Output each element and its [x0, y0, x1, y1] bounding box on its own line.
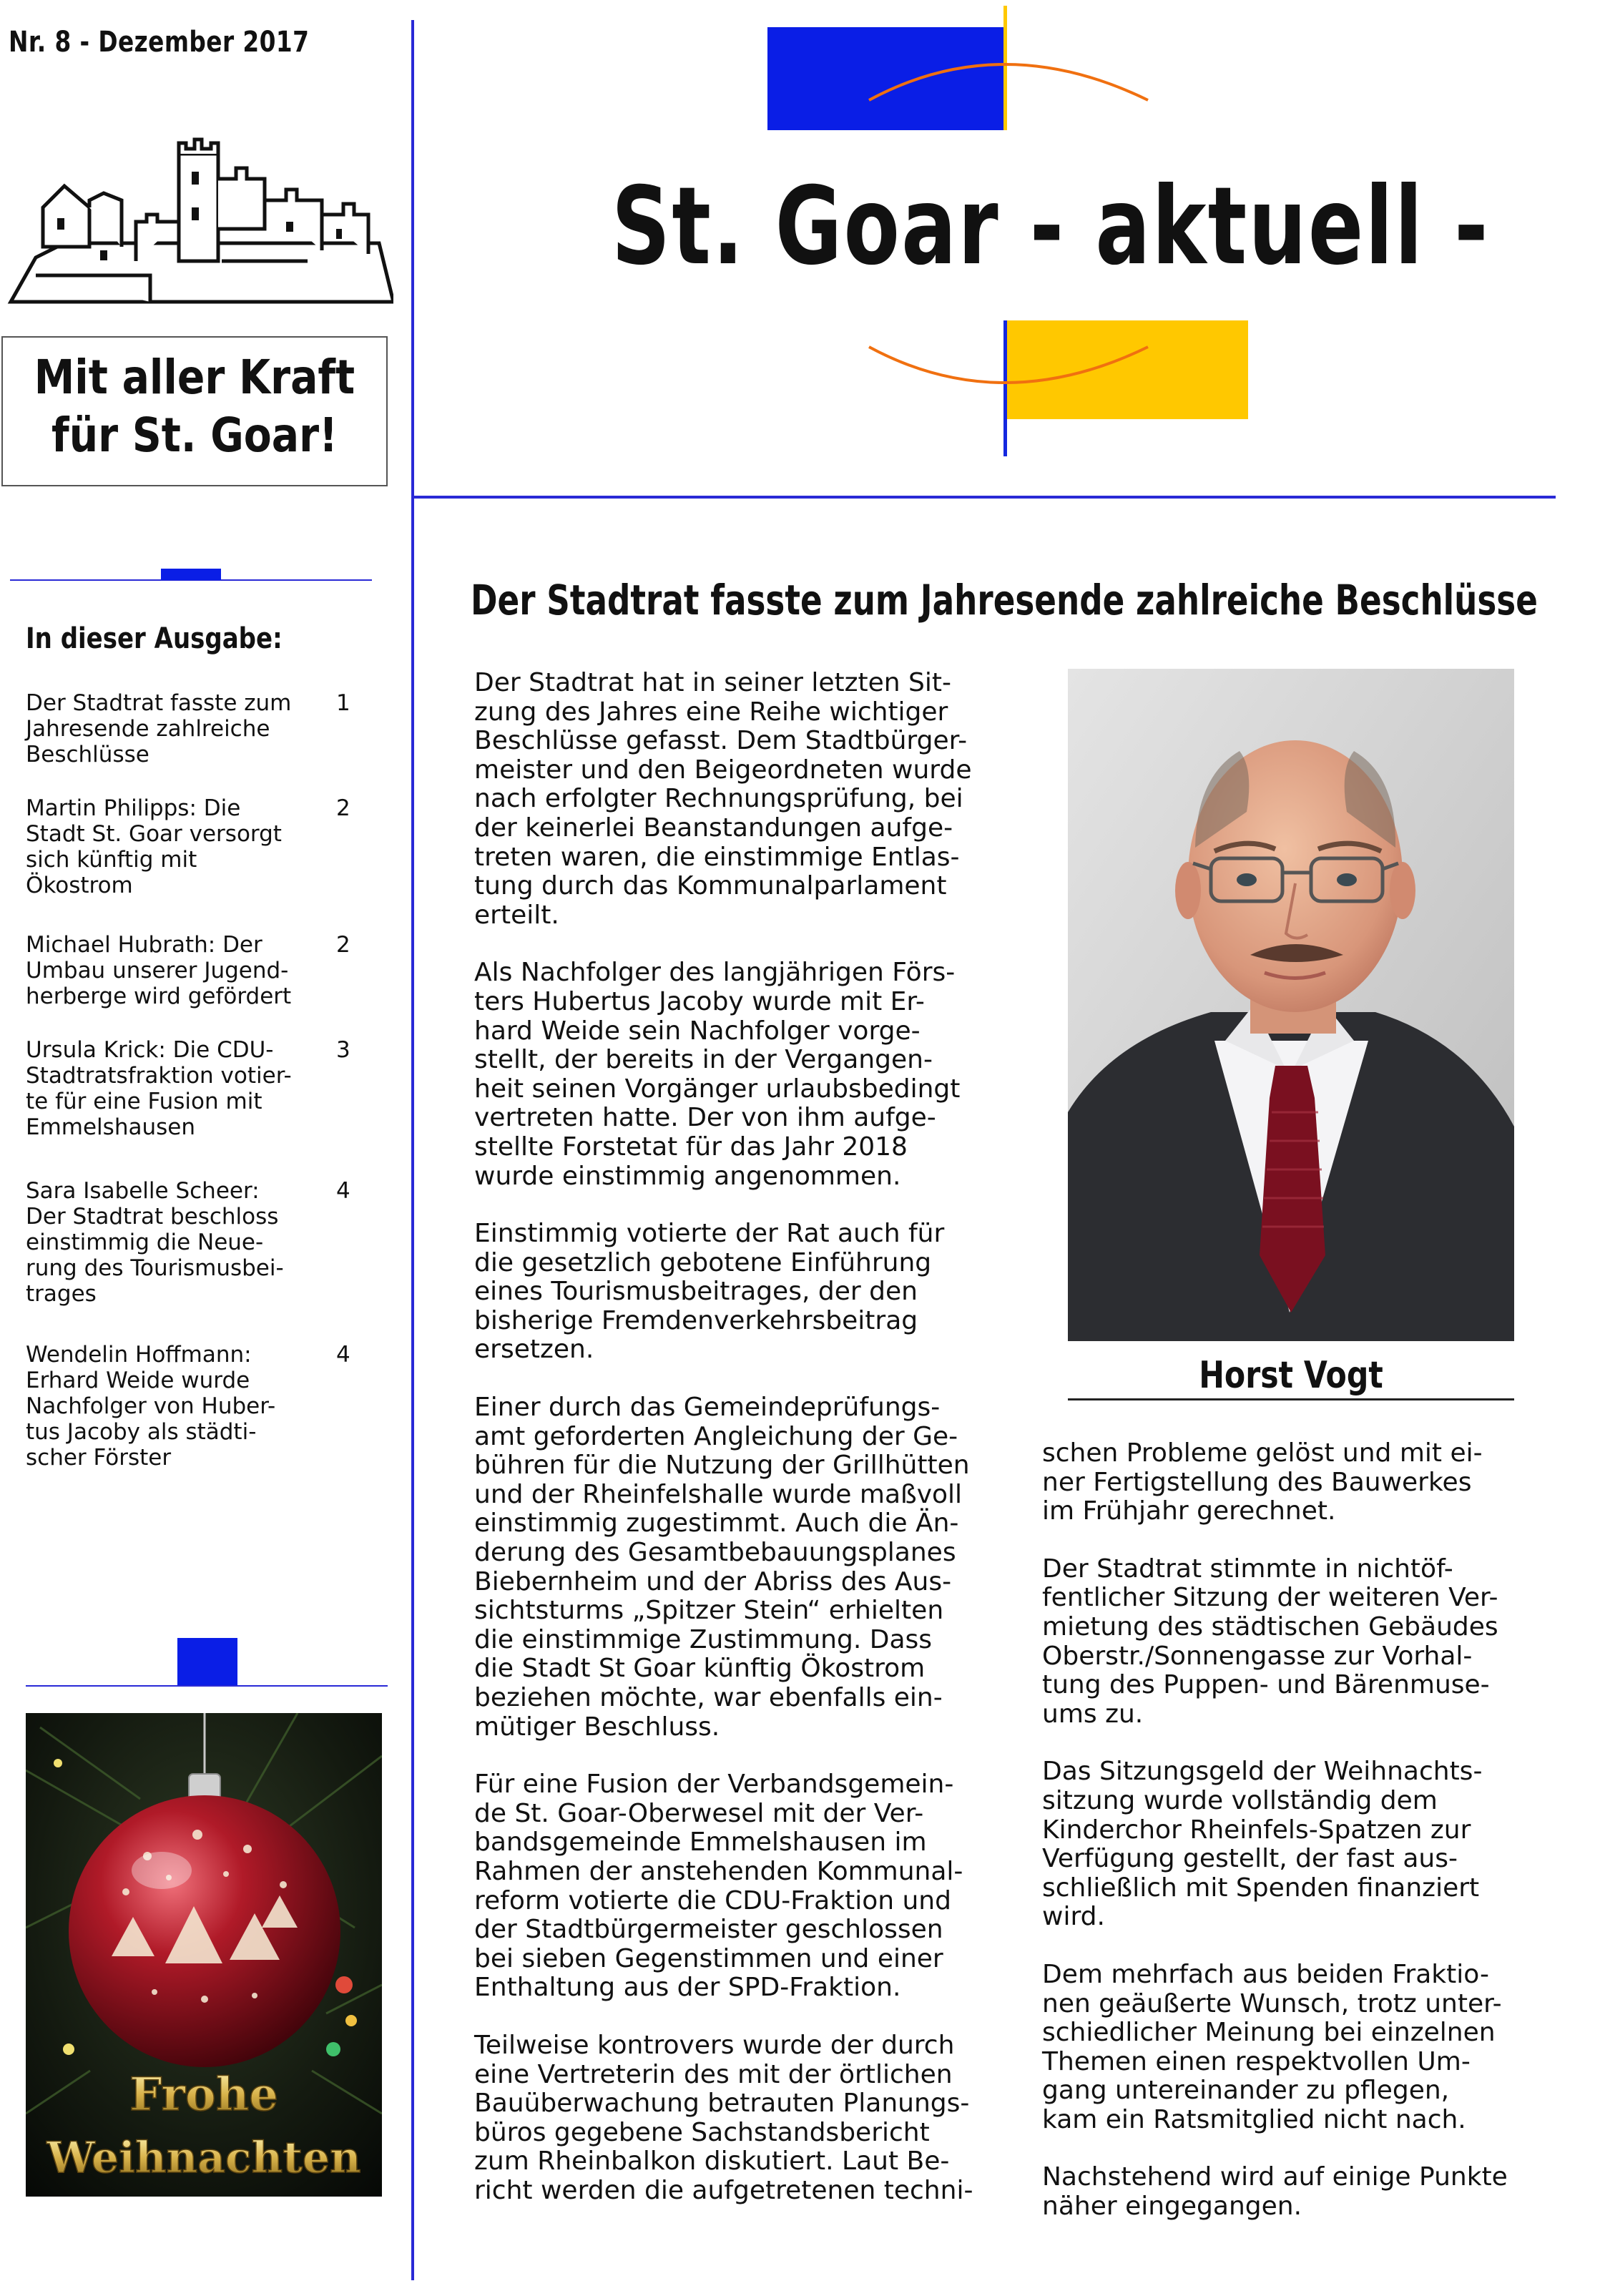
paragraph: Einer durch das Gemeindeprüfungs- amt geforderten Angleichung der Ge- bühren für die Nutzung der Grillhütten und der Rheinfelshalle wurde maßvoll einstimmig zugestimmt. Auch die Än- derung des Gesamtbebauungsplanes Biebernheim und der Abriss des Aus- sichtsturms „Spitzer Stein“ erhielten die einstimmige Zustimmung. Dass die Stadt St Goar künftig Ökostrom beziehen möchte, war ebenfalls ein- mütiger Beschluss.: [474, 1393, 970, 1742]
slogan-line-2: für St. Goar!: [51, 407, 338, 463]
article-headline: Der Stadtrat fasste zum Jahresende zahlreiche Beschlüsse: [471, 576, 1538, 624]
article-column-1: [474, 669, 1018, 2234]
toc-page-number: 2: [336, 932, 350, 958]
issue-label: Nr. 8 - Dezember 2017: [9, 26, 310, 59]
toc-heading: In dieser Ausgabe:: [26, 622, 283, 655]
xmas-line-1: Frohe: [129, 2068, 278, 2121]
paragraph: Der Stadtrat hat in seiner letzten Sit- zung des Jahres eine Reihe wichtiger Beschlüsse gefasst. Dem Stadtbürger- meister und den Beigeordneten wurde nach erfolgter Rechnungsprüfung, bei der keinerlei Beanstandungen aufge- treten waren, die einstimmige Entlas- tung durch das Kommunalparlament erteilt.: [474, 668, 972, 930]
article-column-2: [1042, 1439, 1557, 2250]
toc-item[interactable]: Michael Hubrath: Der Umbau unserer Jugend- herberge wird gefördert: [26, 932, 292, 1009]
sidebar-rule-bottom: [26, 1685, 388, 1687]
paragraph: Als Nachfolger des langjährigen Förs- ters Hubertus Jacoby wurde mit Er- hard Weide sein Nachfolger vorge- stellt, der bereits in der Vergangen- heit seinen Vorgänger urlaubsbedingt vertreten hatte. Der von ihm aufge- stellte Forstetat für das Jahr 2018 wurde einstimmig angenommen.: [474, 958, 961, 1191]
toc-item[interactable]: Wendelin Hoffmann: Erhard Weide wurde Nachfolger von Huber- tus Jacoby als städti- scher Förster: [26, 1342, 276, 1471]
paragraph: Das Sitzungsgeld der Weihnachts- sitzung wurde vollständig dem Kinderchor Rheinfels-Spatzen zur Verfügung gestellt, der fast aus- schließlich mit Spenden finanziert wird.: [1042, 1757, 1483, 1932]
paragraph: Einstimmig votierte der Rat auch für die gesetzlich gebotene Einführung eines Tourismusbeitrages, der den bisherige Fremdenverkehrsbeitrag ersetzen.: [474, 1219, 945, 1365]
paragraph: Dem mehrfach aus beiden Fraktio- nen geäußerte Wunsch, trotz unter- schiedlicher Meinung bei einzelnen Themen einen respektvollen Um- gang untereinander zu pflegen, kam ein Ratsmitglied nicht nach.: [1042, 1959, 1502, 2134]
portrait-photo: [1068, 669, 1514, 1341]
page-title: St. Goar - aktuell -: [612, 165, 1490, 289]
castle-logo: [7, 136, 393, 308]
toc-page-number: 4: [336, 1178, 350, 1204]
xmas-line-2: Weihnachten: [46, 2133, 361, 2183]
christmas-card-image: [26, 1713, 382, 2197]
photo-caption: Horst Vogt: [1199, 1354, 1383, 1397]
toc-page-number: 1: [336, 690, 350, 716]
slogan: [29, 349, 360, 464]
slogan-line-1: Mit aller Kraft: [34, 350, 355, 405]
paragraph: Teilweise kontrovers wurde der durch eine Vertreterin des mit der örtlichen Bauüberwachung betrauten Planungs- büros gegebene Sachstandsbericht zum Rheinbalkon diskutiert. Laut Be- richt werden die aufgetretenen techni-: [474, 2030, 973, 2205]
toc-item[interactable]: Sara Isabelle Scheer: Der Stadtrat beschloss einstimmig die Neue- rung des Tourismusbei- trages: [26, 1178, 284, 1307]
toc-page-number: 3: [336, 1037, 350, 1063]
arc-bottom-decoration: [858, 336, 1159, 401]
paragraph: Nachstehend wird auf einige Punkte näher eingegangen.: [1042, 2162, 1508, 2222]
header-divider: [411, 496, 1556, 499]
paragraph: Für eine Fusion der Verbandsgemein- de St. Goar-Oberwesel mit der Ver- bandsgemeinde Emmelshausen im Rahmen der anstehenden Kommunal- reform votierte die CDU-Fraktion und der Stadtbürgermeister geschlossen bei sieben Gegenstimmen und einer Enthaltung aus der SPD-Fraktion.: [474, 1770, 963, 2003]
toc-item[interactable]: Martin Philipps: Die Stadt St. Goar versorgt sich künftig mit Ökostrom: [26, 795, 282, 898]
sidebar-marker-bottom: [177, 1638, 237, 1685]
paragraph: Der Stadtrat stimmte in nichtöf- fentlicher Sitzung der weiteren Ver- mietung des städtischen Gebäudes Oberstr./Sonnengasse zur Vorhal- tung des Puppen- und Bärenmuse- ums zu.: [1042, 1554, 1498, 1729]
vertical-divider: [411, 20, 414, 2280]
toc-item[interactable]: Der Stadtrat fasste zum Jahresende zahlreiche Beschlüsse: [26, 690, 292, 767]
caption-rule: [1068, 1398, 1514, 1400]
sidebar-marker-top: [161, 569, 221, 580]
toc-item[interactable]: Ursula Krick: Die CDU- Stadtratsfraktion votier- te für eine Fusion mit Emmelshausen: [26, 1037, 292, 1140]
toc-page-number: 2: [336, 795, 350, 821]
arc-top-decoration: [858, 50, 1159, 107]
paragraph: schen Probleme gelöst und mit ei- ner Fertigstellung des Bauwerkes im Frühjahr gerechnet.: [1042, 1438, 1483, 1526]
toc-page-number: 4: [336, 1342, 350, 1368]
